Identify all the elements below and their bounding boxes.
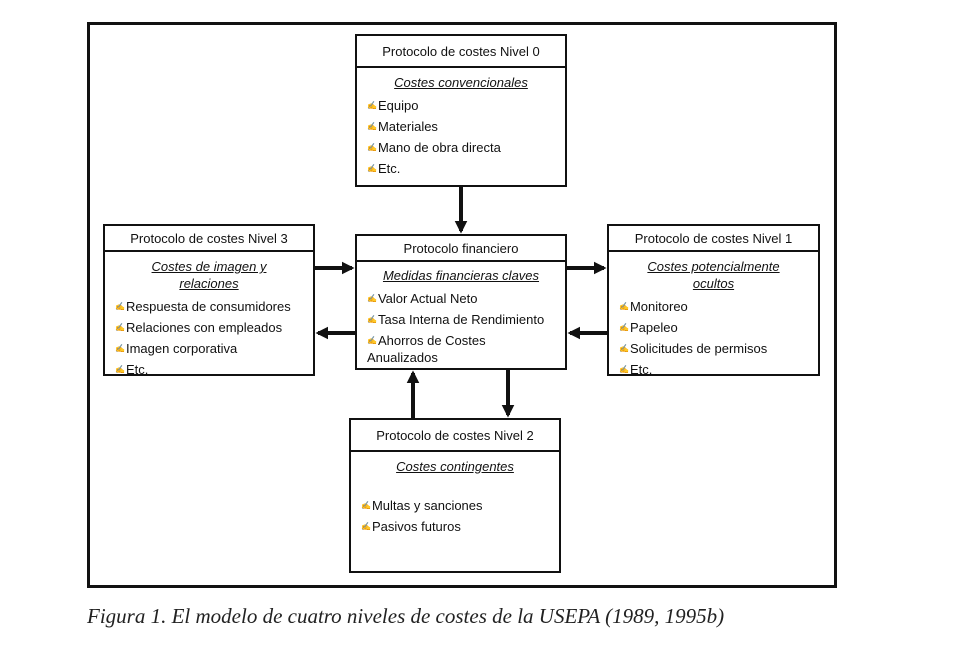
list-item: ✍Mano de obra directa xyxy=(367,140,501,155)
pen-bullet-icon: ✍ xyxy=(367,143,377,152)
pen-bullet-icon: ✍ xyxy=(619,323,629,332)
pen-bullet-icon: ✍ xyxy=(115,365,125,374)
box-level-3-title: Protocolo de costes Nivel 3 xyxy=(105,226,313,252)
box-level-1-title: Protocolo de costes Nivel 1 xyxy=(609,226,818,252)
box-level-0-title: Protocolo de costes Nivel 0 xyxy=(357,36,565,68)
box-financial-subtitle: Medidas financieras claves xyxy=(382,268,540,283)
list-item: ✍Respuesta de consumidores xyxy=(115,299,291,314)
list-item: ✍Equipo xyxy=(367,98,419,113)
pen-bullet-icon: ✍ xyxy=(367,336,377,345)
pen-bullet-icon: ✍ xyxy=(361,501,371,510)
pen-bullet-icon: ✍ xyxy=(115,323,125,332)
list-item: ✍Papeleo xyxy=(619,320,678,335)
list-item: ✍Multas y sanciones xyxy=(361,498,483,513)
pen-bullet-icon: ✍ xyxy=(619,365,629,374)
list-item: ✍Materiales xyxy=(367,119,438,134)
box-level-2-title: Protocolo de costes Nivel 2 xyxy=(351,420,559,452)
pen-bullet-icon: ✍ xyxy=(367,315,377,324)
pen-bullet-icon: ✍ xyxy=(619,344,629,353)
figure-caption: Figura 1. El modelo de cuatro niveles de costes de la USEPA (1989, 1995b) xyxy=(87,604,725,628)
list-item: ✍Etc. xyxy=(619,362,653,377)
list-item: ✍Ahorros de Costes Anualizados xyxy=(367,333,486,365)
box-level-3-subtitle: Costes de imagen y relaciones xyxy=(151,259,267,291)
pen-bullet-icon: ✍ xyxy=(367,294,377,303)
list-item: ✍Etc. xyxy=(115,362,149,377)
pen-bullet-icon: ✍ xyxy=(115,344,125,353)
list-item: ✍Solicitudes de permisos xyxy=(619,341,768,356)
box-level-2-subtitle: Costes contingentes xyxy=(396,459,514,474)
pen-bullet-icon: ✍ xyxy=(361,522,371,531)
list-item: ✍Etc. xyxy=(367,161,401,176)
pen-bullet-icon: ✍ xyxy=(115,302,125,311)
list-item: ✍Monitoreo xyxy=(619,299,688,314)
box-financial-title: Protocolo financiero xyxy=(357,236,565,262)
list-item: ✍Imagen corporativa xyxy=(115,341,238,356)
pen-bullet-icon: ✍ xyxy=(367,122,377,131)
pen-bullet-icon: ✍ xyxy=(619,302,629,311)
list-item: ✍Pasivos futuros xyxy=(361,519,461,534)
list-item: ✍Relaciones con empleados xyxy=(115,320,283,335)
list-item: ✍Tasa Interna de Rendimiento xyxy=(367,312,545,327)
pen-bullet-icon: ✍ xyxy=(367,101,377,110)
box-level-1-subtitle: Costes potencialmente ocultos xyxy=(647,259,780,291)
pen-bullet-icon: ✍ xyxy=(367,164,377,173)
list-item: ✍Valor Actual Neto xyxy=(367,291,478,306)
box-level-0-subtitle: Costes convencionales xyxy=(394,75,528,90)
